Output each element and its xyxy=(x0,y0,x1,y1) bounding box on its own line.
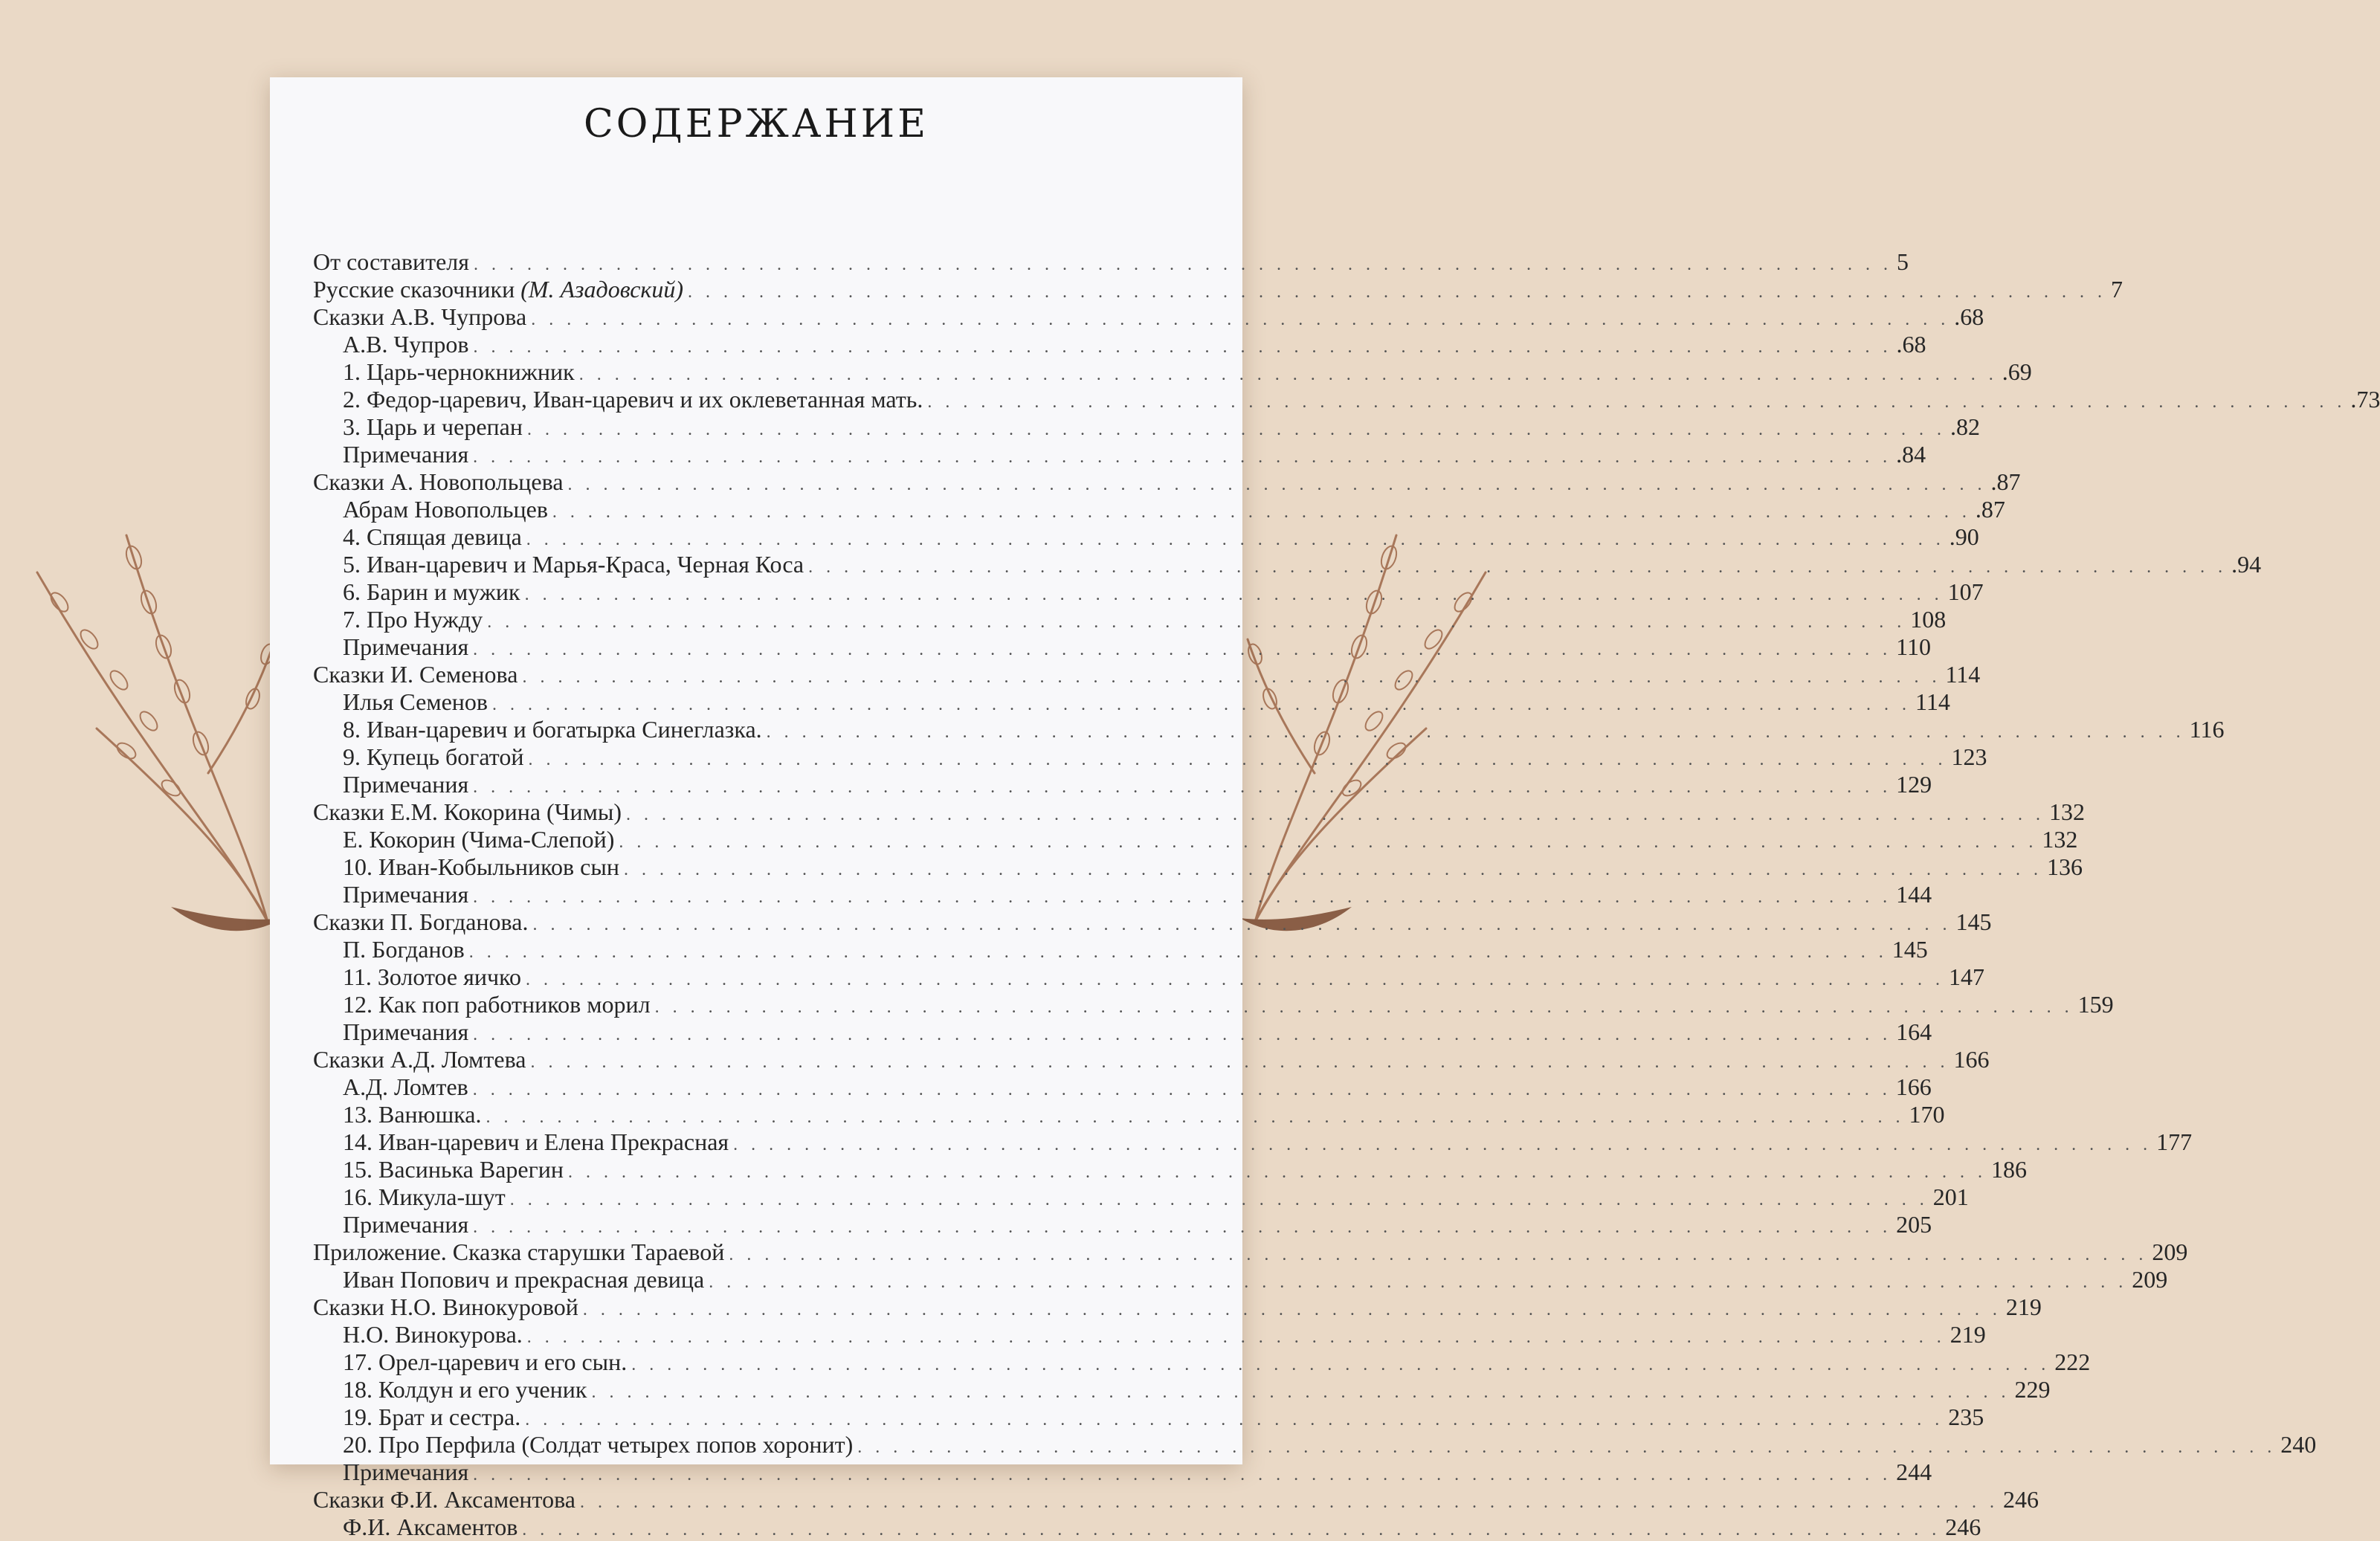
toc-entry-title xyxy=(343,936,465,963)
dot-leader xyxy=(528,750,1947,770)
toc-entry-title-text: 8. Иван-царевич и богатырка Синеглазка. xyxy=(343,716,762,743)
toc-entry xyxy=(313,798,2086,826)
toc-entry-title-text: 20. Про Перфила (Солдат четырех попов хоронит) xyxy=(343,1431,854,1458)
toc-page-number: 108 xyxy=(1910,606,1947,633)
toc-page-number: 145 xyxy=(1892,936,1928,963)
toc-entry-title-text: 10. Иван-Кобыльников сын xyxy=(343,853,619,880)
toc-entry xyxy=(313,551,2262,578)
toc-entry-title xyxy=(313,908,528,936)
toc-entry xyxy=(313,1431,2317,1458)
toc-entry-title xyxy=(343,1018,468,1046)
toc-page-number: 166 xyxy=(1895,1073,1932,1100)
toc-entry-title xyxy=(313,468,564,496)
toc-entry-author: (М. Азадовский) xyxy=(520,276,684,303)
toc-entry xyxy=(313,468,2021,496)
toc-entry xyxy=(313,963,1984,991)
toc-entry xyxy=(313,1101,1945,1128)
dot-leader xyxy=(527,1328,1946,1348)
toc-entry-title-text: А.Д. Ломтев xyxy=(343,1073,468,1100)
dot-leader xyxy=(473,1218,1892,1238)
toc-entry-title-text: Примечания xyxy=(343,1458,469,1485)
toc-entry-title-text: 18. Колдун и его ученик xyxy=(343,1376,587,1403)
toc-entry-title xyxy=(343,1266,704,1293)
dot-leader xyxy=(530,1053,1949,1073)
toc-entry-title xyxy=(313,248,469,276)
toc-entry xyxy=(313,1266,2168,1293)
toc-entry xyxy=(313,661,1981,688)
toc-entry-title xyxy=(343,496,548,523)
toc-entry-title xyxy=(343,688,488,716)
toc-entry-title xyxy=(343,1376,587,1403)
toc-entry-title-text: Приложение. Сказка старушки Тараевой xyxy=(313,1238,725,1265)
toc-entry-title xyxy=(343,1211,468,1238)
dot-leader xyxy=(631,1355,2050,1375)
toc-entry xyxy=(313,991,2114,1018)
toc-entry-title xyxy=(343,331,468,358)
toc-entry-title xyxy=(343,606,483,633)
dot-leader xyxy=(591,1383,2010,1403)
toc-entry xyxy=(313,606,1947,633)
toc-entry-title-text: Сказки И. Семенова xyxy=(313,661,518,688)
toc-page-number: 205 xyxy=(1896,1211,1932,1238)
toc-page-number: 222 xyxy=(2054,1348,2091,1375)
dot-leader xyxy=(487,613,1906,633)
toc-entry-title-text: 2. Федор-царевич, Иван-царевич и их оклеветанная мать. xyxy=(343,386,923,413)
toc-entry-title-text: 15. Васинька Варегин xyxy=(343,1156,564,1183)
toc-entry xyxy=(313,881,1932,908)
toc-entry xyxy=(313,496,2005,523)
toc-page-number: 129 xyxy=(1896,771,1932,798)
toc-entry-title-text: Примечания xyxy=(343,881,469,908)
toc-entry-title xyxy=(343,716,762,743)
toc-entry-title xyxy=(343,358,575,386)
toc-entry-title-text: Ф.И. Аксаментов xyxy=(343,1513,518,1540)
toc-entry xyxy=(313,1458,1932,1486)
toc-page-number: 244 xyxy=(1896,1458,1932,1485)
toc-entry-title-text: Абрам Новопольцев xyxy=(343,496,548,523)
toc-page-number: 246 xyxy=(1945,1513,1981,1540)
toc-entry-title xyxy=(343,1156,564,1183)
toc-entry-title xyxy=(313,1486,575,1513)
toc-page-number: 136 xyxy=(2046,853,2083,880)
toc-page-number: 159 xyxy=(2077,991,2114,1018)
toc-entry-title xyxy=(343,1128,729,1156)
toc-entry-title xyxy=(343,441,468,468)
toc-entry-title xyxy=(343,881,468,908)
toc-entry xyxy=(313,1183,1969,1211)
dot-leader xyxy=(688,282,2106,303)
toc-entry-title-text: 3. Царь и черепан xyxy=(343,413,523,440)
toc-entry xyxy=(313,1486,2039,1513)
toc-page-number: .68 xyxy=(1954,303,1984,330)
dot-leader xyxy=(552,503,1971,523)
dot-leader xyxy=(709,1273,2127,1293)
dot-leader xyxy=(619,833,2037,853)
toc-page-number: 170 xyxy=(1909,1101,1945,1128)
toc-entry-title xyxy=(343,1101,481,1128)
page-title: СОДЕРЖАНИЕ xyxy=(583,102,929,146)
toc-entry-title xyxy=(343,743,523,771)
toc-entry xyxy=(313,826,2078,853)
toc-page-number: .90 xyxy=(1949,523,1979,550)
toc-entry-title-text: Сказки П. Богданова. xyxy=(313,908,529,935)
toc-page-number: .84 xyxy=(1896,441,1926,468)
toc-entry-title xyxy=(313,276,683,303)
toc-entry-title-text: 6. Барин и мужик xyxy=(343,578,520,605)
toc-entry-title-text: Примечания xyxy=(343,771,469,798)
toc-entry xyxy=(313,1403,1984,1431)
toc-entry-title xyxy=(343,963,521,991)
toc-entry xyxy=(313,1128,2193,1156)
toc-entry-title-text: 9. Купець богатой xyxy=(343,743,524,770)
toc-entry xyxy=(313,853,2083,881)
dot-leader xyxy=(473,888,1892,908)
toc-entry xyxy=(313,1238,2188,1266)
dot-leader xyxy=(857,1438,2276,1458)
toc-entry-title-text: Илья Семенов xyxy=(343,688,488,715)
toc-page-number: 132 xyxy=(2049,798,2086,825)
toc-entry-title xyxy=(343,826,614,853)
dot-leader xyxy=(733,1135,2152,1155)
toc-page-number: 219 xyxy=(1950,1321,1986,1348)
toc-entry xyxy=(313,276,2123,303)
toc-entry-title-text: Иван Попович и прекрасная девица xyxy=(343,1266,705,1293)
toc-entry-title-text: 17. Орел-царевич и его сын. xyxy=(343,1348,628,1375)
toc-entry-title-text: Примечания xyxy=(343,1211,469,1238)
dot-leader xyxy=(522,668,1941,688)
toc-entry-title xyxy=(343,1073,468,1101)
table-of-contents xyxy=(313,248,2380,1541)
book-page xyxy=(270,77,2380,1540)
toc-entry-title-text: Сказки А.Д. Ломтева xyxy=(313,1046,526,1073)
toc-entry xyxy=(313,331,1926,358)
toc-entry-title-text: Н.О. Винокурова. xyxy=(343,1321,523,1348)
toc-entry-title-text: Примечания xyxy=(343,1018,469,1045)
toc-entry-title xyxy=(343,1513,517,1541)
dot-leader xyxy=(473,778,1892,798)
toc-entry-title-text: Сказки Н.О. Винокуровой xyxy=(313,1293,578,1320)
toc-page-number: 201 xyxy=(1932,1183,1969,1210)
toc-page-number: 123 xyxy=(1951,743,1987,770)
toc-entry-title-text: Сказки А. Новопольцева xyxy=(313,468,564,495)
dot-leader xyxy=(510,1190,1929,1210)
toc-page-number: .68 xyxy=(1896,331,1926,358)
dot-leader xyxy=(486,1108,1904,1128)
toc-entry-title xyxy=(313,1046,526,1073)
toc-entry-title xyxy=(343,1458,468,1486)
toc-entry-title xyxy=(343,991,651,1018)
toc-entry xyxy=(313,743,1987,771)
toc-entry-title-text: 5. Иван-царевич и Марья-Краса, Черная Коса xyxy=(343,551,804,578)
toc-entry xyxy=(313,936,1928,963)
toc-entry-title xyxy=(343,551,804,578)
toc-entry xyxy=(313,248,1909,276)
toc-page-number: 177 xyxy=(2156,1128,2193,1155)
toc-entry xyxy=(313,386,2380,413)
toc-entry-title xyxy=(343,523,522,551)
toc-entry-title xyxy=(313,661,517,688)
toc-page-number: 145 xyxy=(1955,908,1992,935)
dot-leader xyxy=(626,805,2045,825)
toc-entry-title-text: Русские сказочники xyxy=(313,276,521,303)
dot-leader xyxy=(526,530,1945,550)
toc-entry xyxy=(313,771,1932,798)
toc-entry xyxy=(313,358,2032,386)
toc-entry-title-text: П. Богданов xyxy=(343,936,465,963)
toc-page-number: 209 xyxy=(2132,1266,2168,1293)
toc-entry-title xyxy=(313,798,622,826)
toc-entry-title-text: 13. Ванюшка. xyxy=(343,1101,482,1128)
toc-page-number: 116 xyxy=(2189,716,2225,743)
toc-entry-title-text: 11. Золотое яичко xyxy=(343,963,521,990)
dot-leader xyxy=(525,1410,1944,1430)
dot-leader xyxy=(527,420,1946,440)
dot-leader xyxy=(568,1163,1987,1183)
toc-page-number: 219 xyxy=(2005,1293,2042,1320)
toc-entry-title xyxy=(343,1348,627,1376)
dot-leader xyxy=(525,585,1944,605)
toc-page-number: .73 xyxy=(2350,386,2380,413)
toc-page-number: 144 xyxy=(1896,881,1932,908)
dot-leader xyxy=(469,943,1888,963)
dot-leader xyxy=(568,475,1987,495)
toc-entry xyxy=(313,1046,1990,1073)
toc-entry xyxy=(313,413,1980,441)
dot-leader xyxy=(531,310,1950,330)
toc-entry xyxy=(313,1321,1986,1348)
dot-leader xyxy=(655,998,2074,1018)
dot-leader xyxy=(808,558,2227,578)
dot-leader xyxy=(474,255,1892,275)
toc-page-number: 107 xyxy=(1947,578,1984,605)
toc-entry xyxy=(313,1293,2042,1321)
toc-entry-title-text: А.В. Чупров xyxy=(343,331,469,358)
toc-entry xyxy=(313,441,1926,468)
dot-leader xyxy=(580,1493,1999,1513)
toc-entry-title-text: Е. Кокорин (Чима-Слепой) xyxy=(343,826,615,853)
dot-leader xyxy=(583,1300,2002,1320)
toc-page-number: 7 xyxy=(2111,276,2123,303)
toc-page-number: .87 xyxy=(1990,468,2021,495)
toc-page-number: 229 xyxy=(2014,1376,2051,1403)
toc-page-number: 132 xyxy=(2042,826,2078,853)
toc-entry-title-text: 4. Спящая девица xyxy=(343,523,522,550)
toc-entry xyxy=(313,523,1979,551)
toc-entry xyxy=(313,1156,2027,1183)
dot-leader xyxy=(522,1520,1941,1540)
toc-page-number: 240 xyxy=(2280,1431,2317,1458)
dot-leader xyxy=(526,970,1944,990)
toc-entry-title-text: 16. Микула-шут xyxy=(343,1183,506,1210)
dot-leader xyxy=(492,695,1911,715)
toc-page-number: 147 xyxy=(1948,963,1984,990)
dot-leader xyxy=(473,1080,1892,1100)
toc-page-number: 235 xyxy=(1948,1403,1984,1430)
toc-page-number: 186 xyxy=(1990,1156,2027,1183)
toc-entry-title xyxy=(313,303,526,331)
toc-page-number: 209 xyxy=(2152,1238,2188,1265)
dot-leader xyxy=(473,1025,1892,1045)
toc-page-number: 110 xyxy=(1896,633,1931,660)
toc-entry-title-text: От составителя xyxy=(313,248,469,275)
toc-entry-title xyxy=(313,1293,578,1321)
toc-page-number: .82 xyxy=(1950,413,1980,440)
toc-entry-title xyxy=(313,1238,724,1266)
toc-entry-title-text: Сказки Ф.И. Аксаментова xyxy=(313,1486,575,1513)
toc-entry xyxy=(313,908,1992,936)
toc-entry-title-text: Примечания xyxy=(343,633,469,660)
toc-entry-title-text: Сказки А.В. Чупрова xyxy=(313,303,527,330)
toc-page-number: 164 xyxy=(1896,1018,1932,1045)
toc-entry-title xyxy=(343,386,923,413)
toc-entry-title xyxy=(343,853,619,881)
toc-entry xyxy=(313,1018,1932,1046)
toc-page-number: .87 xyxy=(1975,496,2005,523)
toc-page-number: 114 xyxy=(1945,661,1981,688)
toc-entry-title-text: 7. Про Нужду xyxy=(343,606,483,633)
toc-entry xyxy=(313,1513,1981,1541)
dot-leader xyxy=(729,1245,2147,1265)
toc-entry-title-text: 19. Брат и сестра. xyxy=(343,1403,521,1430)
dot-leader xyxy=(767,723,2185,743)
toc-page-number: .69 xyxy=(2002,358,2032,385)
toc-entry-title xyxy=(343,1431,853,1458)
dot-leader xyxy=(624,860,2042,880)
toc-page-number: 114 xyxy=(1915,688,1950,715)
toc-entry-title xyxy=(343,771,468,798)
dot-leader xyxy=(927,392,2346,413)
dot-leader xyxy=(473,640,1892,660)
toc-entry-title-text: Сказки Е.М. Кокорина (Чимы) xyxy=(313,798,622,825)
toc-entry-title-text: 14. Иван-царевич и Елена Прекрасная xyxy=(343,1128,729,1155)
toc-entry xyxy=(313,633,1931,661)
toc-entry-title xyxy=(343,1403,520,1431)
toc-page-number: 246 xyxy=(2003,1486,2039,1513)
toc-entry-title xyxy=(343,1321,523,1348)
toc-entry-title xyxy=(343,413,523,441)
dot-leader xyxy=(473,337,1892,358)
toc-page-number: 5 xyxy=(1896,248,1909,275)
toc-entry xyxy=(313,1073,1932,1101)
dot-leader xyxy=(473,448,1892,468)
dot-leader xyxy=(473,1465,1892,1485)
toc-page-number: 166 xyxy=(1953,1046,1990,1073)
dot-leader xyxy=(532,915,1951,935)
toc-page-number: .94 xyxy=(2231,551,2262,578)
toc-entry-title xyxy=(343,578,520,606)
toc-entry-title xyxy=(343,633,468,661)
toc-entry-title-text: 12. Как поп работников морил xyxy=(343,991,651,1018)
toc-entry xyxy=(313,1211,1932,1238)
toc-entry xyxy=(313,578,1984,606)
toc-entry xyxy=(313,688,1950,716)
toc-entry xyxy=(313,1348,2091,1376)
dot-leader xyxy=(579,365,1998,385)
toc-entry xyxy=(313,716,2225,743)
toc-entry-title xyxy=(343,1183,506,1211)
toc-entry-title-text: 1. Царь-чернокнижник xyxy=(343,358,575,385)
toc-entry-title-text: Примечания xyxy=(343,441,469,468)
toc-entry xyxy=(313,303,1984,331)
toc-entry xyxy=(313,1376,2051,1403)
